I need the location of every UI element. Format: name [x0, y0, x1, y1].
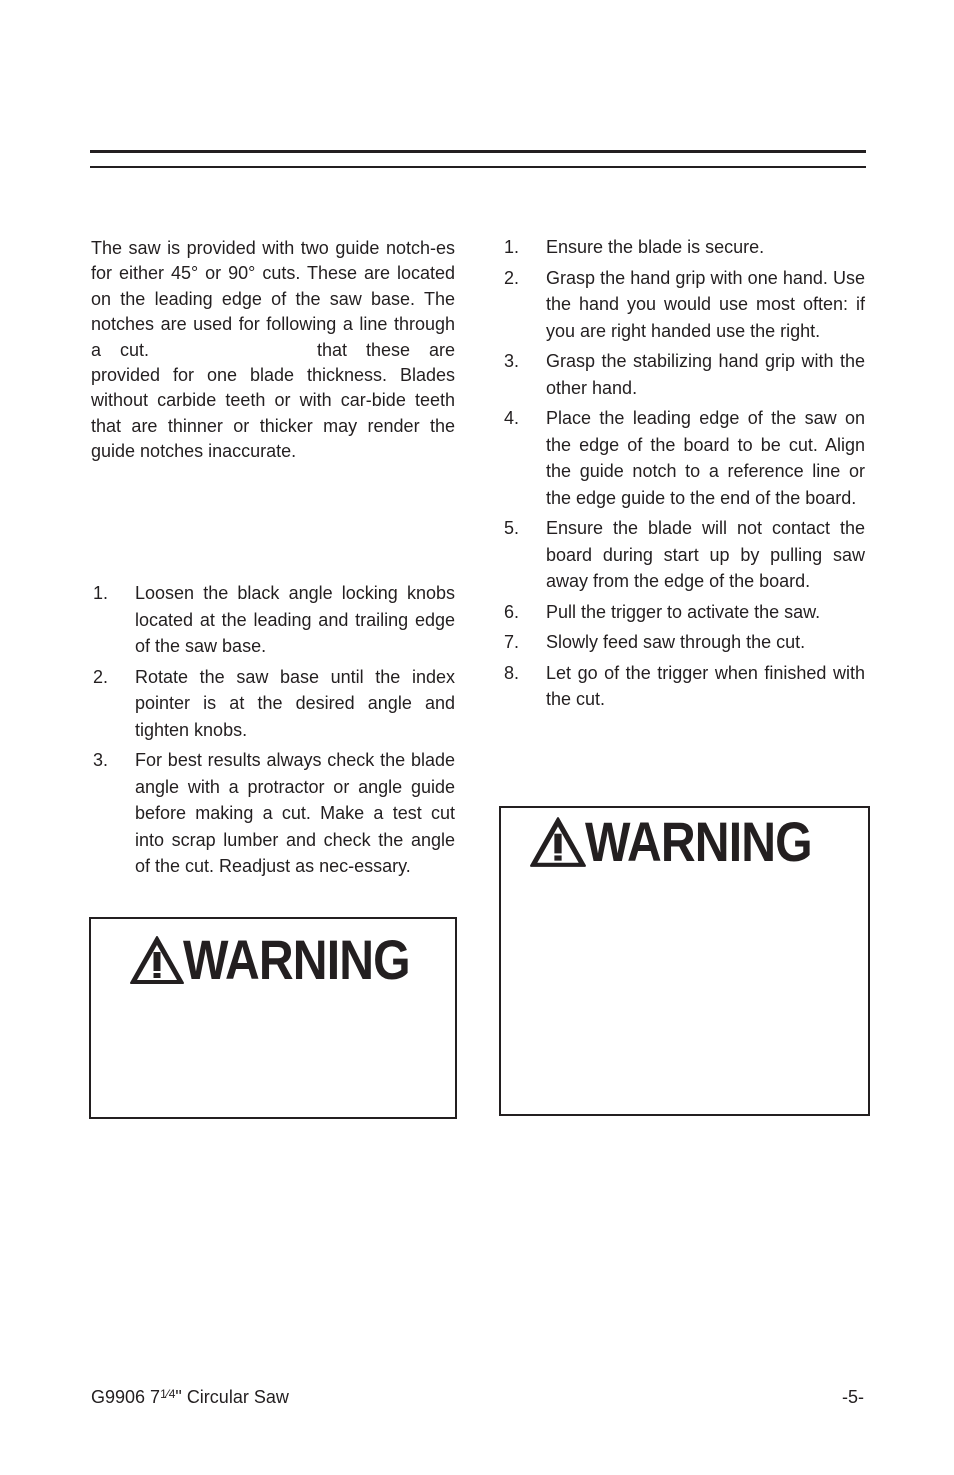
- list-item: [91, 580, 455, 660]
- step-text: Ensure the blade will not contact the board during start up by pulling saw away from the edge of the board.: [546, 518, 865, 591]
- list-item: [502, 348, 865, 401]
- list-item: [91, 664, 455, 744]
- warning-label: WARNING: [585, 810, 812, 873]
- warning-triangle-icon: [129, 935, 185, 985]
- step-text: Rotate the saw base until the index pointer is at the desired angle and tighten knobs.: [135, 666, 455, 740]
- footer-model-suffix: " Circular Saw: [175, 1387, 289, 1407]
- guide-notch-text-part-1: The saw is provided with two guide notch-es for either 45° or 90° cuts. These are located on the leading edge of the saw base. The notches are used for following a line through a cut.: [91, 238, 455, 360]
- bevel-steps-column: [91, 580, 455, 884]
- step-text: Loosen the black angle locking knobs located at the leading and trailing edge of the saw base.: [135, 583, 455, 656]
- step-number: 4.: [504, 408, 520, 428]
- step-number: 2.: [504, 267, 520, 288]
- step-text: Let go of the trigger when finished with the cut.: [546, 662, 865, 709]
- step-number: 2.: [93, 666, 109, 687]
- list-item: [502, 405, 865, 511]
- step-number: 8.: [504, 662, 520, 683]
- warning-triangle-icon: [529, 816, 587, 868]
- step-number: 3.: [93, 750, 109, 770]
- warning-label: WARNING: [183, 928, 410, 991]
- guide-notch-paragraph: [91, 236, 455, 465]
- right-column: [502, 234, 865, 717]
- cutting-steps-list: [502, 234, 865, 713]
- step-text: Ensure the blade is secure.: [546, 237, 765, 257]
- header-rule-thin: [90, 166, 866, 168]
- step-number: 1.: [93, 583, 109, 603]
- footer-model-prefix: G9906 7: [91, 1387, 161, 1407]
- footer-model: [91, 1387, 289, 1408]
- step-number: 1.: [504, 237, 520, 257]
- list-item: [502, 599, 865, 626]
- step-text: For best results always check the blade angle with a protractor or angle guide before making a cut. Make a test cut into scrap lumber and check the angle of the cut. Readjust as nec-essary.: [135, 750, 455, 876]
- left-column: [91, 236, 455, 465]
- guide-notch-text-part-2: that these are provided for one blade thickness. Blades without carbide teeth or with car-bide teeth that are thinner or thicker may render the guide notches inaccurate.: [91, 339, 456, 462]
- step-text: Grasp the hand grip with one hand. Use the hand you would use most often: if you are right handed use the right.: [546, 267, 865, 341]
- step-number: 5.: [504, 518, 520, 538]
- footer-fraction: 1⁄4: [160, 1387, 176, 1401]
- warning-box-left: [89, 917, 457, 1119]
- step-text: Slowly feed saw through the cut.: [546, 632, 806, 652]
- step-number: 6.: [504, 601, 520, 622]
- list-item: [91, 747, 455, 880]
- step-text: Pull the trigger to activate the saw.: [546, 601, 821, 622]
- list-item: [502, 265, 865, 345]
- list-item: [502, 660, 865, 713]
- header-rule-thick: [90, 150, 866, 153]
- warning-header: [529, 810, 849, 873]
- step-number: 7.: [504, 632, 520, 652]
- bevel-steps-list: [91, 580, 455, 880]
- step-text: Grasp the stabilizing hand grip with the other hand.: [546, 351, 865, 398]
- step-text: Place the leading edge of the saw on the edge of the board to be cut. Align the guide notch to a reference line or the edge guide to the end of the board.: [546, 408, 865, 508]
- warning-header: [129, 928, 447, 991]
- step-number: 3.: [504, 351, 520, 371]
- warning-box-right: [499, 806, 870, 1116]
- list-item: [502, 629, 865, 656]
- list-item: [502, 515, 865, 595]
- list-item: [502, 234, 865, 261]
- page-number: -5-: [842, 1387, 864, 1407]
